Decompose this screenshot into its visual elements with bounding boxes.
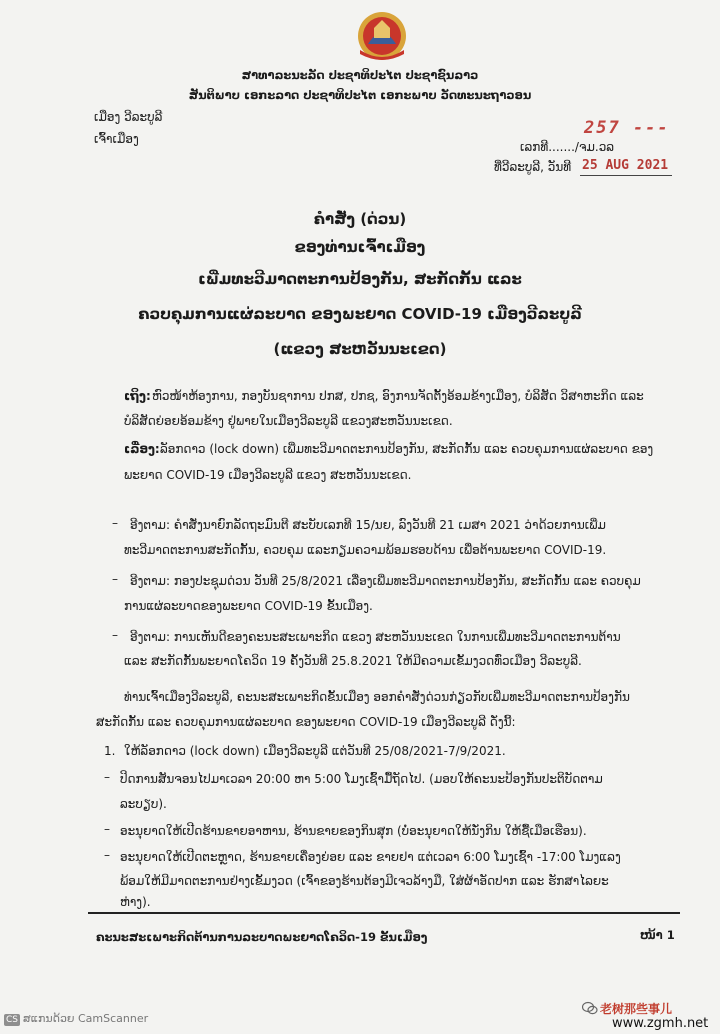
reference-2-line2: ການແຜ່ລະບາດຂອງພະຍາດ COVID-19 ຂັ້ນເມືອງ. xyxy=(124,599,373,613)
date-stamp: 25 AUG 2021 xyxy=(582,158,669,173)
subitem-1-line2: ລະບຽບ). xyxy=(120,797,167,811)
subitem-3-line1: ອະນຸຍາດໃຫ້ເປີດຕະຫຼາດ, ຮ້ານຂາຍເຄື່ອງຍ່ອຍ ແລະ ຂາຍຢາ ແຕ່ເວລາ 6:00 ໂມງເຊົ້າ -17:00 ໂມງແລງ xyxy=(120,850,621,864)
order-province: (ແຂວງ ສະຫວັນນະເຂດ) xyxy=(273,340,447,358)
national-header-line1: ສາທາລະນະລັດ ປະຊາທິປະໄຕ ປະຊາຊົນລາວ xyxy=(241,68,479,82)
subject-line2: ພະຍາດ COVID-19 ເມືອງວີລະບູລີ ແຂວງ ສະຫວັນນະເຂດ. xyxy=(124,468,412,482)
subitem-dash: – xyxy=(104,770,110,784)
reference-dash: – xyxy=(112,516,118,530)
order-title: ຄຳສັ່ງ (ດ່ວນ) xyxy=(313,210,407,228)
watermark-name: 老树那些事儿 xyxy=(600,1002,673,1016)
to-line1: ຫົວໜ້າຫ້ອງການ, ກອງບັນຊາການ ປກສ, ປກຊ, ອົງການຈັດຕັ້ງອ້ອມຂ້າງເມືອງ, ບໍລິສັດ ວິສາຫະກິດ ແລະ xyxy=(152,389,644,403)
reference-dash: – xyxy=(112,572,118,586)
reference-2-line1: ອີງຕາມ: ກອງປະຊຸມດ່ວນ ວັນທີ 25/8/2021 ເລື່ອງເພີ່ມທະວີມາດຕະການປ້ອງກັນ, ສະກັດກັ້ນ ແລະ ຄວບຄຸມ xyxy=(130,574,641,588)
item-1-number: 1. xyxy=(104,744,116,758)
camscanner-text: ສແກນດ້ວຍ CamScanner xyxy=(23,1012,149,1025)
date-underline xyxy=(580,175,672,176)
district-name: ເມືອງ ວີລະບູລີ xyxy=(94,110,163,124)
order-issuer: ຂອງທ່ານເຈົ້າເມືອງ xyxy=(294,238,426,256)
lao-national-emblem xyxy=(352,8,412,62)
national-header-line2: ສັນຕິພາບ ເອກະລາດ ປະຊາທິປະໄຕ ເອກະພາບ ວັດທະນະຖາວອນ xyxy=(188,88,532,102)
reference-1-line2: ທະວີມາດຕະການສະກັດກັ້ນ, ຄວບຄຸມ ແລະກຽມຄວາມພ້ອມຮອບດ້ານ ເພື່ອຕ້ານພະຍາດ COVID-19. xyxy=(124,543,607,557)
footer-divider xyxy=(88,912,680,914)
reference-dash: – xyxy=(112,628,118,642)
camscanner-watermark xyxy=(4,1012,148,1026)
reference-number-stamp: 257 --- xyxy=(584,118,670,138)
office-name: ເຈົ້າເມືອງ xyxy=(94,132,139,146)
to-label: ເຖິງ: xyxy=(124,389,151,403)
intro-line2: ສະກັດກັ້ນ ແລະ ຄວບຄຸມການແຜ່ລະບາດ ຂອງພະຍາດ COVID-19 ເມືອງວີລະບູລີ ດັ່ງນີ້: xyxy=(96,715,516,729)
intro-line1: ທ່ານເຈົ້າເມືອງວີລະບູລີ, ຄະນະສະເພາະກິດຂັ້ນເມືອງ ອອກຄຳສັ່ງດ່ວນກ່ຽວກັບເພີ່ມທະວີມາດຕະການປ້ອງກັນ xyxy=(124,690,630,704)
place-date-label: ທີ່ວີລະບູລີ, ວັນທີ xyxy=(494,160,572,174)
subject-line1: ລັອກດາວ (lock down) ເພີ່ມທະວີມາດຕະການປ້ອງກັນ, ສະກັດກັ້ນ ແລະ ຄວບຄຸມການແຜ່ລະບາດ ຂອງ xyxy=(160,442,654,456)
camscanner-logo-icon: CS xyxy=(6,1015,18,1025)
footer-committee: ຄະນະສະເພາະກິດຕ້ານການລະບາດພະຍາດໂຄວິດ-19 ຂັ້ນເມືອງ xyxy=(96,930,428,944)
subitem-2-line1: ອະນຸຍາດໃຫ້ເປີດຮ້ານຂາຍອາຫານ, ຮ້ານຂາຍຂອງກິນສຸກ (ບໍ່ອະນຸຍາດໃຫ້ນັ່ງກິນ ໃຫ້ຊື້ເມືອເຮືອນ). xyxy=(120,824,587,838)
reference-3-line2: ແລະ ສະກັດກັ້ນພະຍາດໂຄວິດ 19 ຄັ້ງວັນທີ 25.8.2021 ໃຫ້ມີຄວາມເຂັ້ມງວດທົ່ວເມືອງ ວີລະບູລີ. xyxy=(124,654,582,668)
reference-3-line1: ອີງຕາມ: ການເຫັນດີຂອງຄະນະສະເພາະກິດ ແຂວງ ສະຫວັນນະເຂດ ໃນການເພີ່ມທະວີມາດຕະການຕ້ານ xyxy=(130,630,621,644)
reference-number-label: ເລກທີ......./ຈມ.ວລ xyxy=(520,140,615,154)
to-line2: ບໍລິສັດຍ່ອຍອ້ອມຂ້າງ ຢູ່ພາຍໃນເມືອງວີລະບູລີ ແຂວງສະຫວັນນະເຂດ. xyxy=(124,414,453,428)
subitem-1-line1: ປິດການສັນຈອນໄປມາເວລາ 20:00 ຫາ 5:00 ໂມງເຊົ້າມື້ຖັດໄປ. (ມອບໃຫ້ຄະນະປ້ອງກັນປະຕິບັດຕາມ xyxy=(120,772,603,786)
item-1-text: ໃຫ້ລັອກດາວ (lock down) ເມືອງວີລະບູລີ ແຕ່ວັນທີ 25/08/2021-7/9/2021. xyxy=(124,744,506,758)
subitem-dash: – xyxy=(104,822,110,836)
reference-1-line1: ອີງຕາມ: ຄຳສັ່ງນາຍົກລັດຖະມົນຕີ ສະບັບເລກທີ 15/ນຍ, ລົງວັນທີ 21 ເມສາ 2021 ວ່າດ້ວຍການເພີ່ມ xyxy=(130,518,606,532)
wechat-icon xyxy=(582,1001,598,1015)
subitem-3-line3: ຫ່າງ). xyxy=(120,895,151,909)
order-subject-line1: ເພີ່ມທະວີມາດຕະການປ້ອງກັນ, ສະກັດກັ້ນ ແລະ xyxy=(198,270,522,288)
watermark-url: www.zgmh.net xyxy=(612,1016,709,1031)
subitem-3-line2: ພ້ອມໃຫ້ມີມາດຕະການຢ່າງເຂັ້ມງວດ (ເຈົ້າຂອງຮ້ານຕ້ອງມີເຈວລ້າງມື, ໃສ່ຜ້າອັດປາກ ແລະ ຮັກສາໄລຍະ xyxy=(120,874,609,888)
page-number: ໜ້າ 1 xyxy=(640,928,675,942)
subject-label: ເລື່ອງ: xyxy=(124,442,160,456)
order-subject-line2: ຄວບຄຸມການແຜ່ລະບາດ ຂອງພະຍາດ COVID-19 ເມືອງວີລະບູລີ xyxy=(138,305,582,323)
subitem-dash: – xyxy=(104,848,110,862)
